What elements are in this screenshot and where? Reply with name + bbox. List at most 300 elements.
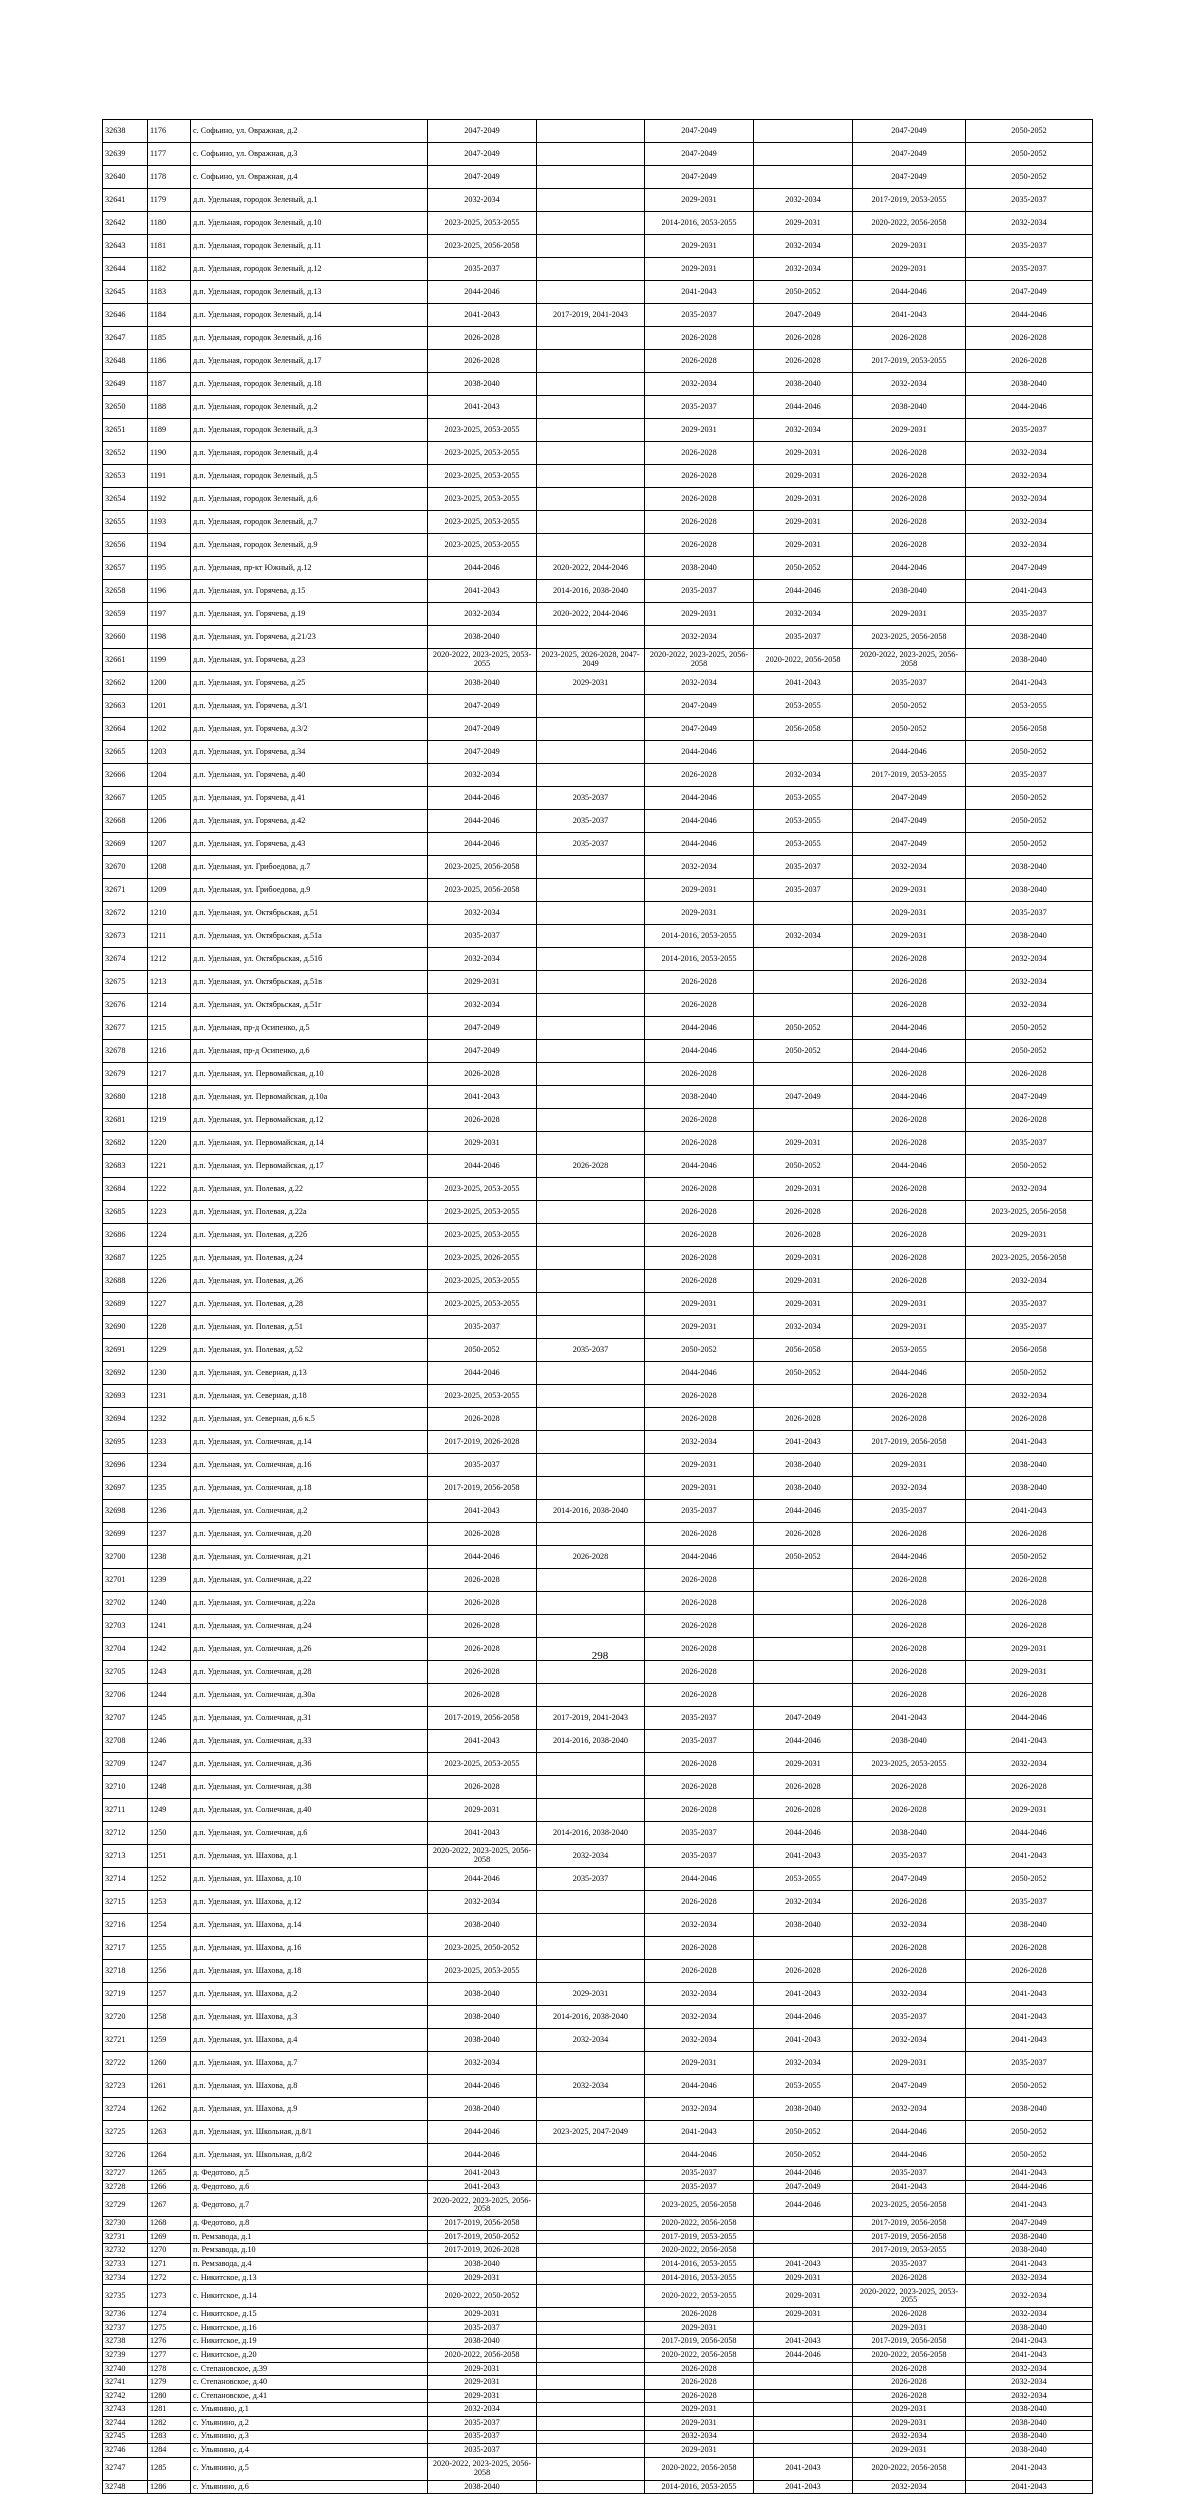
cell-period-engineering: 2026-2028 (645, 534, 754, 557)
cell-period-foundation: 2047-2049 (853, 787, 966, 810)
cell-address: с. Никитское, д.13 (191, 2271, 428, 2285)
cell-period-foundation: 2038-2040 (853, 1822, 966, 1845)
cell-period-facade: 2029-2031 (537, 672, 645, 695)
cell-period-elevator: 2032-2034 (754, 1891, 853, 1914)
cell-record-number: 32706 (103, 1684, 148, 1707)
cell-period-engineering: 2014-2016, 2053-2055 (645, 212, 754, 235)
cell-row-index: 1206 (148, 810, 191, 833)
cell-row-index: 1200 (148, 672, 191, 695)
cell-period-facade (537, 1523, 645, 1546)
cell-period-basement: 2041-2043 (966, 2480, 1093, 2494)
cell-period-foundation: 2026-2028 (853, 1063, 966, 1086)
cell-period-roof: 2023-2025, 2053-2055 (428, 442, 537, 465)
cell-address: с. Никитское, д.14 (191, 2285, 428, 2308)
table-row (103, 2144, 1093, 2167)
cell-record-number: 32747 (103, 2457, 148, 2480)
cell-row-index: 1247 (148, 1753, 191, 1776)
cell-period-engineering: 2050-2052 (645, 1339, 754, 1362)
cell-period-roof: 2026-2028 (428, 1661, 537, 1684)
cell-period-roof: 2032-2034 (428, 189, 537, 212)
cell-period-basement: 2029-2031 (966, 1224, 1093, 1247)
cell-period-roof: 2029-2031 (428, 2389, 537, 2403)
cell-record-number: 32726 (103, 2144, 148, 2167)
cell-period-basement: 2026-2028 (966, 350, 1093, 373)
cell-period-foundation: 2029-2031 (853, 2444, 966, 2458)
cell-period-foundation: 2029-2031 (853, 2403, 966, 2417)
cell-address: д.п. Удельная, городок Зеленый, д.13 (191, 281, 428, 304)
cell-period-foundation: 2047-2049 (853, 810, 966, 833)
cell-row-index: 1268 (148, 2217, 191, 2231)
cell-record-number: 32721 (103, 2029, 148, 2052)
cell-period-engineering: 2026-2028 (645, 2376, 754, 2390)
cell-period-foundation: 2020-2022, 2056-2058 (853, 212, 966, 235)
cell-period-engineering: 2044-2046 (645, 787, 754, 810)
cell-period-elevator: 2026-2028 (754, 327, 853, 350)
cell-period-facade (537, 948, 645, 971)
cell-period-basement: 2032-2034 (966, 948, 1093, 971)
cell-period-engineering: 2026-2028 (645, 764, 754, 787)
table-row (103, 2194, 1093, 2217)
cell-period-facade (537, 994, 645, 1017)
cell-period-facade (537, 2257, 645, 2271)
cell-address: д.п. Удельная, городок Зеленый, д.4 (191, 442, 428, 465)
cell-record-number: 32665 (103, 741, 148, 764)
cell-period-facade (537, 258, 645, 281)
cell-row-index: 1254 (148, 1914, 191, 1937)
cell-period-foundation: 2026-2028 (853, 1615, 966, 1638)
cell-row-index: 1202 (148, 718, 191, 741)
cell-period-elevator (754, 2416, 853, 2430)
cell-address: д.п. Удельная, ул. Школьная, д.8/1 (191, 2121, 428, 2144)
cell-row-index: 1181 (148, 235, 191, 258)
cell-period-facade (537, 2362, 645, 2376)
cell-period-elevator: 2044-2046 (754, 396, 853, 419)
table-row (103, 1891, 1093, 1914)
table-row (103, 1316, 1093, 1339)
table-row (103, 1385, 1093, 1408)
cell-period-foundation: 2026-2028 (853, 1270, 966, 1293)
cell-period-engineering: 2035-2037 (645, 304, 754, 327)
cell-address: д.п. Удельная, ул. Солнечная, д.30а (191, 1684, 428, 1707)
cell-period-facade (537, 925, 645, 948)
cell-record-number: 32694 (103, 1408, 148, 1431)
cell-address: д. Федотово, д.5 (191, 2167, 428, 2181)
cell-row-index: 1189 (148, 419, 191, 442)
table-row (103, 1960, 1093, 1983)
cell-period-roof: 2023-2025, 2053-2055 (428, 465, 537, 488)
cell-period-engineering: 2026-2028 (645, 1569, 754, 1592)
cell-row-index: 1258 (148, 2006, 191, 2029)
cell-record-number: 32685 (103, 1201, 148, 1224)
cell-period-engineering: 2032-2034 (645, 626, 754, 649)
table-row (103, 189, 1093, 212)
cell-record-number: 32723 (103, 2075, 148, 2098)
cell-period-elevator (754, 1661, 853, 1684)
table-body (103, 120, 1093, 2494)
cell-address: с. Ульянино, д.5 (191, 2457, 428, 2480)
cell-period-basement: 2032-2034 (966, 212, 1093, 235)
cell-address: д.п. Удельная, ул. Школьная, д.8/2 (191, 2144, 428, 2167)
cell-period-engineering: 2026-2028 (645, 350, 754, 373)
cell-period-facade (537, 2480, 645, 2494)
cell-period-facade (537, 2376, 645, 2390)
cell-period-facade (537, 1937, 645, 1960)
cell-address: д.п. Удельная, ул. Грибоедова, д.9 (191, 879, 428, 902)
cell-address: д.п. Удельная, ул. Октябрьская, д.51 (191, 902, 428, 925)
cell-period-facade (537, 2403, 645, 2417)
cell-address: д.п. Удельная, городок Зеленый, д.5 (191, 465, 428, 488)
cell-period-foundation: 2026-2028 (853, 511, 966, 534)
cell-record-number: 32659 (103, 603, 148, 626)
cell-period-basement: 2032-2034 (966, 2285, 1093, 2308)
cell-period-roof: 2038-2040 (428, 2006, 537, 2029)
cell-period-basement: 2041-2043 (966, 2167, 1093, 2181)
cell-row-index: 1245 (148, 1707, 191, 1730)
cell-record-number: 32745 (103, 2430, 148, 2444)
cell-period-facade (537, 1178, 645, 1201)
table-row (103, 1615, 1093, 1638)
cell-period-basement: 2041-2043 (966, 1500, 1093, 1523)
table-row (103, 2098, 1093, 2121)
cell-period-foundation: 2017-2019, 2056-2058 (853, 2217, 966, 2231)
cell-period-foundation: 2029-2031 (853, 235, 966, 258)
cell-period-basement: 2038-2040 (966, 1454, 1093, 1477)
cell-period-roof: 2023-2025, 2056-2058 (428, 235, 537, 258)
cell-period-facade (537, 2217, 645, 2231)
cell-period-elevator: 2029-2031 (754, 1132, 853, 1155)
cell-period-basement: 2047-2049 (966, 1086, 1093, 1109)
cell-row-index: 1184 (148, 304, 191, 327)
cell-record-number: 32644 (103, 258, 148, 281)
cell-address: д.п. Удельная, ул. Шахова, д.7 (191, 2052, 428, 2075)
cell-period-foundation: 2032-2034 (853, 1477, 966, 1500)
cell-period-foundation: 2026-2028 (853, 1224, 966, 1247)
cell-period-basement: 2032-2034 (966, 2308, 1093, 2322)
document-page (102, 119, 1092, 2494)
cell-address: д.п. Удельная, ул. Горячева, д.34 (191, 741, 428, 764)
cell-period-facade (537, 212, 645, 235)
table-row (103, 442, 1093, 465)
cell-period-facade: 2029-2031 (537, 1983, 645, 2006)
cell-record-number: 32664 (103, 718, 148, 741)
table-row (103, 1063, 1093, 1086)
cell-row-index: 1212 (148, 948, 191, 971)
table-row (103, 1845, 1093, 1868)
cell-period-facade (537, 2244, 645, 2258)
cell-record-number: 32731 (103, 2230, 148, 2244)
cell-period-elevator: 2041-2043 (754, 2335, 853, 2349)
cell-period-foundation: 2023-2025, 2053-2055 (853, 1753, 966, 1776)
cell-period-elevator: 2053-2055 (754, 810, 853, 833)
cell-period-engineering: 2029-2031 (645, 189, 754, 212)
cell-row-index: 1227 (148, 1293, 191, 1316)
cell-period-engineering: 2041-2043 (645, 281, 754, 304)
cell-address: д.п. Удельная, ул. Горячева, д.25 (191, 672, 428, 695)
cell-period-engineering: 2044-2046 (645, 2144, 754, 2167)
cell-record-number: 32707 (103, 1707, 148, 1730)
cell-period-facade (537, 2194, 645, 2217)
cell-period-roof: 2041-2043 (428, 1730, 537, 1753)
cell-address: д.п. Удельная, ул. Полевая, д.24 (191, 1247, 428, 1270)
cell-period-roof: 2029-2031 (428, 2376, 537, 2390)
cell-address: д.п. Удельная, ул. Солнечная, д.16 (191, 1454, 428, 1477)
table-row (103, 1868, 1093, 1891)
cell-period-engineering: 2032-2034 (645, 2098, 754, 2121)
cell-period-elevator (754, 1684, 853, 1707)
cell-period-foundation: 2026-2028 (853, 1247, 966, 1270)
cell-period-foundation: 2047-2049 (853, 166, 966, 189)
cell-address: д.п. Удельная, ул. Шахова, д.16 (191, 1937, 428, 1960)
cell-period-roof: 2038-2040 (428, 2098, 537, 2121)
table-row (103, 603, 1093, 626)
cell-record-number: 32691 (103, 1339, 148, 1362)
cell-period-foundation: 2044-2046 (853, 1546, 966, 1569)
cell-row-index: 1250 (148, 1822, 191, 1845)
cell-period-facade: 2032-2034 (537, 2029, 645, 2052)
cell-row-index: 1197 (148, 603, 191, 626)
cell-period-elevator: 2032-2034 (754, 2052, 853, 2075)
cell-period-facade (537, 1477, 645, 1500)
cell-period-elevator: 2044-2046 (754, 2348, 853, 2362)
cell-row-index: 1265 (148, 2167, 191, 2181)
cell-period-facade (537, 1017, 645, 1040)
cell-record-number: 32724 (103, 2098, 148, 2121)
cell-period-foundation: 2017-2019, 2056-2058 (853, 2335, 966, 2349)
cell-period-basement: 2050-2052 (966, 166, 1093, 189)
cell-address: д.п. Удельная, ул. Полевая, д.28 (191, 1293, 428, 1316)
cell-period-facade (537, 1661, 645, 1684)
cell-period-foundation: 2044-2046 (853, 281, 966, 304)
cell-row-index: 1239 (148, 1569, 191, 1592)
cell-period-engineering: 2035-2037 (645, 580, 754, 603)
cell-address: д.п. Удельная, ул. Грибоедова, д.7 (191, 856, 428, 879)
cell-period-basement: 2041-2043 (966, 1730, 1093, 1753)
cell-period-basement: 2038-2040 (966, 2230, 1093, 2244)
cell-period-facade (537, 189, 645, 212)
cell-period-engineering: 2017-2019, 2053-2055 (645, 2230, 754, 2244)
cell-period-roof: 2041-2043 (428, 2180, 537, 2194)
table-row (103, 2257, 1093, 2271)
cell-period-elevator: 2044-2046 (754, 2167, 853, 2181)
cell-period-foundation: 2044-2046 (853, 1086, 966, 1109)
cell-period-facade (537, 2271, 645, 2285)
cell-address: д.п. Удельная, ул. Первомайская, д.14 (191, 1132, 428, 1155)
cell-period-engineering: 2026-2028 (645, 1753, 754, 1776)
cell-address: с. Ульянино, д.3 (191, 2430, 428, 2444)
cell-address: д.п. Удельная, ул. Солнечная, д.22 (191, 1569, 428, 1592)
cell-period-facade (537, 1224, 645, 1247)
cell-period-facade (537, 2230, 645, 2244)
cell-period-basement: 2047-2049 (966, 2217, 1093, 2231)
cell-row-index: 1267 (148, 2194, 191, 2217)
cell-address: д.п. Удельная, ул. Шахова, д.12 (191, 1891, 428, 1914)
cell-period-roof: 2038-2040 (428, 2029, 537, 2052)
cell-period-engineering: 2020-2022, 2056-2058 (645, 2457, 754, 2480)
cell-period-foundation: 2026-2028 (853, 1937, 966, 1960)
cell-period-foundation: 2032-2034 (853, 1914, 966, 1937)
table-row (103, 396, 1093, 419)
cell-period-elevator (754, 994, 853, 1017)
cell-period-foundation: 2047-2049 (853, 143, 966, 166)
cell-period-elevator: 2038-2040 (754, 2098, 853, 2121)
cell-period-elevator: 2050-2052 (754, 1362, 853, 1385)
cell-period-foundation: 2029-2031 (853, 2052, 966, 2075)
cell-period-foundation: 2038-2040 (853, 396, 966, 419)
cell-period-basement: 2050-2052 (966, 120, 1093, 143)
cell-period-engineering: 2029-2031 (645, 603, 754, 626)
cell-period-basement: 2035-2037 (966, 1293, 1093, 1316)
cell-period-engineering: 2026-2028 (645, 2308, 754, 2322)
cell-period-foundation: 2026-2028 (853, 1408, 966, 1431)
cell-period-basement: 2026-2028 (966, 1960, 1093, 1983)
table-row (103, 856, 1093, 879)
cell-period-basement: 2038-2040 (966, 626, 1093, 649)
cell-period-engineering: 2014-2016, 2053-2055 (645, 2257, 754, 2271)
cell-period-engineering: 2035-2037 (645, 2180, 754, 2194)
cell-period-foundation: 2029-2031 (853, 419, 966, 442)
cell-period-roof: 2026-2028 (428, 1408, 537, 1431)
cell-period-basement: 2032-2034 (966, 442, 1093, 465)
cell-row-index: 1241 (148, 1615, 191, 1638)
cell-record-number: 32744 (103, 2416, 148, 2430)
cell-period-facade (537, 1799, 645, 1822)
cell-period-basement: 2035-2037 (966, 235, 1093, 258)
cell-period-basement: 2038-2040 (966, 2416, 1093, 2430)
cell-period-facade (537, 1408, 645, 1431)
cell-address: д.п. Удельная, ул. Горячева, д.19 (191, 603, 428, 626)
cell-period-roof: 2044-2046 (428, 787, 537, 810)
cell-period-engineering: 2026-2028 (645, 1661, 754, 1684)
cell-address: д.п. Удельная, городок Зеленый, д.1 (191, 189, 428, 212)
cell-address: д.п. Удельная, ул. Горячева, д.42 (191, 810, 428, 833)
table-row (103, 764, 1093, 787)
cell-record-number: 32740 (103, 2362, 148, 2376)
cell-period-elevator: 2038-2040 (754, 373, 853, 396)
cell-address: д.п. Удельная, ул. Шахова, д.2 (191, 1983, 428, 2006)
cell-period-foundation: 2026-2028 (853, 1523, 966, 1546)
table-row (103, 2457, 1093, 2480)
cell-record-number: 32720 (103, 2006, 148, 2029)
cell-record-number: 32714 (103, 1868, 148, 1891)
cell-period-foundation: 2053-2055 (853, 1339, 966, 1362)
cell-period-elevator (754, 2444, 853, 2458)
cell-record-number: 32717 (103, 1937, 148, 1960)
cell-period-basement: 2044-2046 (966, 2180, 1093, 2194)
cell-address: д.п. Удельная, ул. Полевая, д.22а (191, 1201, 428, 1224)
cell-record-number: 32736 (103, 2308, 148, 2322)
cell-row-index: 1260 (148, 2052, 191, 2075)
cell-row-index: 1203 (148, 741, 191, 764)
cell-period-basement: 2032-2034 (966, 2376, 1093, 2390)
cell-row-index: 1276 (148, 2335, 191, 2349)
cell-address: п. Ремзавода, д.10 (191, 2244, 428, 2258)
cell-period-elevator: 2050-2052 (754, 1040, 853, 1063)
cell-period-basement: 2050-2052 (966, 1155, 1093, 1178)
cell-period-basement: 2041-2043 (966, 2335, 1093, 2349)
cell-address: д.п. Удельная, городок Зеленый, д.2 (191, 396, 428, 419)
cell-row-index: 1183 (148, 281, 191, 304)
cell-period-elevator: 2050-2052 (754, 1546, 853, 1569)
table-row (103, 488, 1093, 511)
cell-row-index: 1179 (148, 189, 191, 212)
cell-period-facade: 2014-2016, 2038-2040 (537, 580, 645, 603)
cell-row-index: 1215 (148, 1017, 191, 1040)
cell-address: д.п. Удельная, ул. Горячева, д.21/23 (191, 626, 428, 649)
cell-period-roof: 2023-2025, 2056-2058 (428, 856, 537, 879)
cell-row-index: 1207 (148, 833, 191, 856)
cell-period-basement: 2035-2037 (966, 1891, 1093, 1914)
cell-period-engineering: 2026-2028 (645, 1615, 754, 1638)
cell-period-roof: 2044-2046 (428, 281, 537, 304)
cell-period-basement: 2029-2031 (966, 1661, 1093, 1684)
cell-period-engineering: 2032-2034 (645, 373, 754, 396)
cell-period-engineering: 2029-2031 (645, 2444, 754, 2458)
cell-period-basement: 2041-2043 (966, 2194, 1093, 2217)
cell-period-facade (537, 281, 645, 304)
cell-period-elevator: 2029-2031 (754, 534, 853, 557)
cell-record-number: 32639 (103, 143, 148, 166)
cell-period-elevator: 2050-2052 (754, 1017, 853, 1040)
cell-period-facade (537, 2335, 645, 2349)
cell-period-elevator (754, 2244, 853, 2258)
cell-period-basement: 2041-2043 (966, 2348, 1093, 2362)
cell-period-basement: 2035-2037 (966, 419, 1093, 442)
cell-period-foundation: 2026-2028 (853, 2362, 966, 2376)
cell-period-foundation: 2026-2028 (853, 488, 966, 511)
table-row (103, 1040, 1093, 1063)
cell-period-basement: 2050-2052 (966, 2075, 1093, 2098)
table-row (103, 1569, 1093, 1592)
cell-period-foundation: 2035-2037 (853, 672, 966, 695)
table-row (103, 120, 1093, 143)
cell-period-engineering: 2047-2049 (645, 695, 754, 718)
schedule-table (102, 119, 1093, 2494)
cell-record-number: 32670 (103, 856, 148, 879)
cell-record-number: 32658 (103, 580, 148, 603)
cell-period-elevator: 2035-2037 (754, 626, 853, 649)
cell-record-number: 32733 (103, 2257, 148, 2271)
cell-period-foundation: 2017-2019, 2053-2055 (853, 189, 966, 212)
cell-row-index: 1233 (148, 1431, 191, 1454)
cell-period-facade: 2017-2019, 2041-2043 (537, 304, 645, 327)
cell-period-roof: 2020-2022, 2056-2058 (428, 2348, 537, 2362)
cell-period-roof: 2026-2028 (428, 350, 537, 373)
cell-period-roof: 2047-2049 (428, 695, 537, 718)
cell-address: д.п. Удельная, ул. Горячева, д.15 (191, 580, 428, 603)
table-row (103, 1592, 1093, 1615)
cell-record-number: 32738 (103, 2335, 148, 2349)
cell-period-elevator (754, 2362, 853, 2376)
cell-period-foundation: 2029-2031 (853, 925, 966, 948)
cell-period-engineering: 2026-2028 (645, 1592, 754, 1615)
cell-address: д.п. Удельная, ул. Солнечная, д.21 (191, 1546, 428, 1569)
table-row (103, 833, 1093, 856)
cell-period-engineering: 2026-2028 (645, 1385, 754, 1408)
cell-row-index: 1190 (148, 442, 191, 465)
cell-period-facade (537, 2430, 645, 2444)
cell-period-basement: 2050-2052 (966, 1546, 1093, 1569)
cell-address: д.п. Удельная, ул. Горячева, д.3/1 (191, 695, 428, 718)
cell-period-foundation: 2041-2043 (853, 1707, 966, 1730)
cell-period-engineering: 2029-2031 (645, 2321, 754, 2335)
cell-period-engineering: 2026-2028 (645, 488, 754, 511)
cell-address: с. Софьино, ул. Овражная, д.3 (191, 143, 428, 166)
cell-period-foundation: 2026-2028 (853, 465, 966, 488)
cell-record-number: 32708 (103, 1730, 148, 1753)
cell-period-engineering: 2026-2028 (645, 2362, 754, 2376)
cell-period-basement: 2044-2046 (966, 304, 1093, 327)
cell-period-facade: 2017-2019, 2041-2043 (537, 1707, 645, 1730)
